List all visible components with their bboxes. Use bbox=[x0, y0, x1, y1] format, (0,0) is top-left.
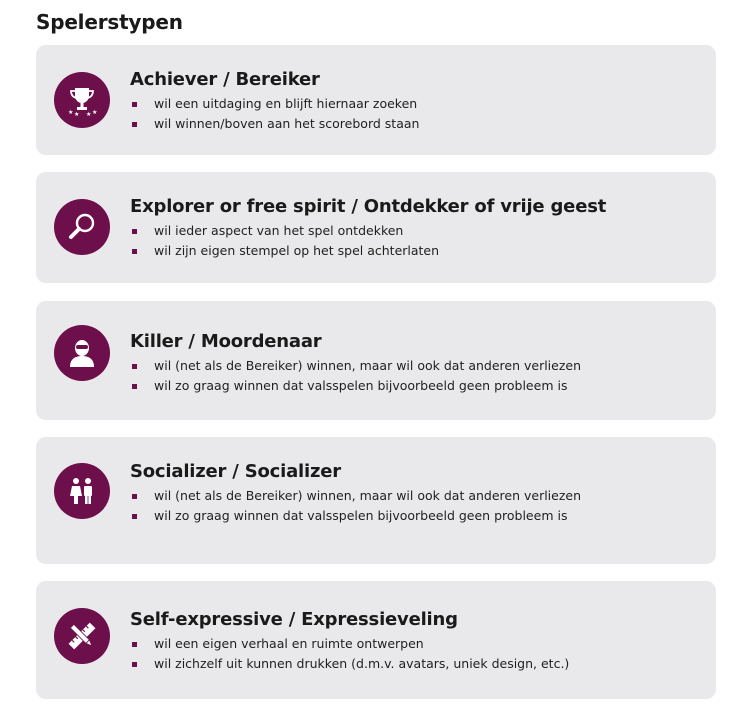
people-icon bbox=[54, 463, 110, 519]
svg-text:★: ★ bbox=[68, 109, 74, 116]
list-item: wil (net als de Bereiker) winnen, maar wil ook dat anderen verliezen bbox=[130, 356, 704, 376]
card-title: Explorer or free spirit / Ontdekker of vrije geest bbox=[130, 196, 607, 217]
magnifier-icon bbox=[54, 199, 110, 255]
list-item: wil ieder aspect van het spel ontdekken bbox=[130, 221, 704, 241]
card-title: Achiever / Bereiker bbox=[130, 69, 320, 90]
list-item: wil zichzelf uit kunnen drukken (d.m.v. avatars, uniek design, etc.) bbox=[130, 654, 704, 674]
list-item: wil zo graag winnen dat valsspelen bijvoorbeeld geen probleem is bbox=[130, 506, 704, 526]
card-self-expressive bbox=[36, 581, 716, 699]
card-socializer bbox=[36, 437, 716, 564]
masked-face-icon bbox=[54, 325, 110, 381]
svg-text:★: ★ bbox=[86, 111, 92, 117]
page-title: Spelerstypen bbox=[36, 10, 183, 34]
card-title: Socializer / Socializer bbox=[130, 461, 341, 482]
card-killer bbox=[36, 301, 716, 420]
list-item: wil (net als de Bereiker) winnen, maar wil ook dat anderen verliezen bbox=[130, 486, 704, 506]
pencil-ruler-icon bbox=[54, 608, 110, 664]
list-item: wil zijn eigen stempel op het spel achterlaten bbox=[130, 241, 704, 261]
svg-text:★: ★ bbox=[74, 111, 80, 117]
card-achiever bbox=[36, 45, 716, 155]
card-explorer bbox=[36, 172, 716, 283]
trophy-icon bbox=[54, 72, 110, 128]
card-title: Self-expressive / Expressieveling bbox=[130, 609, 458, 630]
list-item: wil een eigen verhaal en ruimte ontwerpen bbox=[130, 634, 704, 654]
svg-text:★: ★ bbox=[92, 109, 98, 116]
list-item: wil een uitdaging en blijft hiernaar zoeken bbox=[130, 94, 704, 114]
list-item: wil winnen/boven aan het scorebord staan bbox=[130, 114, 704, 134]
list-item: wil zo graag winnen dat valsspelen bijvoorbeeld geen probleem is bbox=[130, 376, 704, 396]
card-title: Killer / Moordenaar bbox=[130, 331, 322, 352]
